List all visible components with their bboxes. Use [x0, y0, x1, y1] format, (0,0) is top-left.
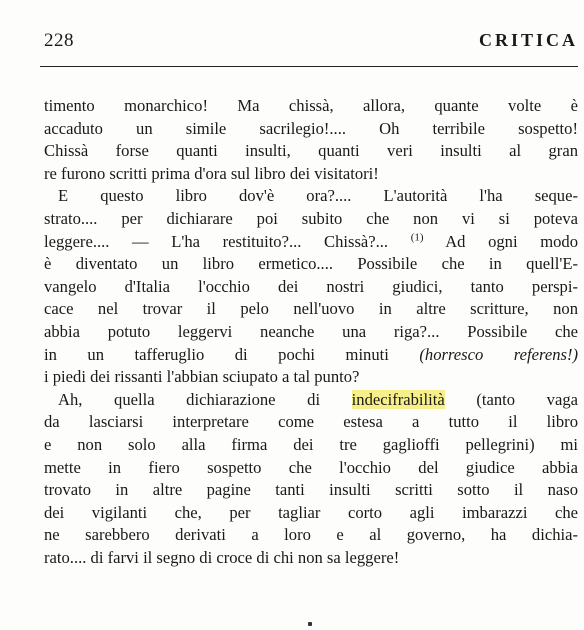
- text-line: rato.... di farvi il segno di croce di chi non sa leggere!: [44, 547, 400, 567]
- text-line: dei vigilanti che, per tagliar corto agli imbarazzi che: [44, 502, 578, 522]
- page-number: 228: [44, 30, 74, 51]
- text-line: abbia potuto leggervi neanche una riga?... Possibile che: [44, 321, 578, 341]
- text-fragment: Ah, quella dichiarazione di: [58, 389, 321, 409]
- text-fragment: in un tafferuglio di pochi minuti: [44, 344, 389, 364]
- text-line: [44, 231, 578, 254]
- text-line: E questo libro dov'è ora?.... L'autorità l'ha seque-: [58, 186, 578, 206]
- highlighted-word[interactable]: indecifrabilità: [351, 389, 445, 409]
- text-line: è diventato un libro ermetico.... Possibile che in quell'E-: [44, 254, 578, 274]
- text-line: strato.... per dichiarare poi subito che non vi si poteva: [44, 208, 578, 228]
- text-line: da lasciarsi interpretare come estesa a tutto il libro: [44, 412, 578, 432]
- text-line: [44, 344, 578, 367]
- text-line: accaduto un simile sacrilegio!.... Oh terribile sospetto!: [44, 118, 578, 138]
- body-text: [44, 95, 578, 569]
- text-line: [44, 389, 578, 412]
- print-mark: [308, 622, 312, 626]
- text-line: trovato in altre pagine tanti insulti scritti sotto il naso: [44, 480, 578, 500]
- text-line: e non solo alla firma dei tre gaglioffi pellegrini) mi: [44, 434, 578, 454]
- text-line: mette in fiero sospetto che l'occhio del giudice abbia: [44, 457, 578, 477]
- running-head: CRITICA: [478, 30, 578, 50]
- text-line: timento monarchico! Ma chissà, allora, quante volte è: [44, 96, 578, 115]
- header-rule: [40, 66, 578, 67]
- text-line: vangelo d'Italia l'occhio dei nostri giudici, tanto perspi-: [44, 276, 578, 296]
- latin-phrase: (horresco referens!): [419, 344, 578, 364]
- text-fragment: (tanto vaga: [476, 389, 578, 409]
- text-line: cace nel trovar il pelo nell'uovo in altre scritture, non: [44, 299, 578, 319]
- text-line: Chissà forse quanti insulti, quanti veri insulti al gran: [44, 141, 578, 161]
- text-fragment: Ad ogni modo: [445, 231, 578, 251]
- text-fragment: leggere.... — L'ha restituito?... Chissà?...: [44, 231, 389, 251]
- text-line: re furono scritti prima d'ora sul libro dei visitatori!: [44, 163, 379, 183]
- text-line: i piedi dei rissanti l'abbian sciupato a tal punto?: [44, 367, 360, 387]
- footnote-reference[interactable]: (1): [410, 231, 424, 244]
- page-header: [44, 30, 578, 56]
- text-line: ne sarebbero derivati a loro e al governo, ha dichia-: [44, 525, 578, 545]
